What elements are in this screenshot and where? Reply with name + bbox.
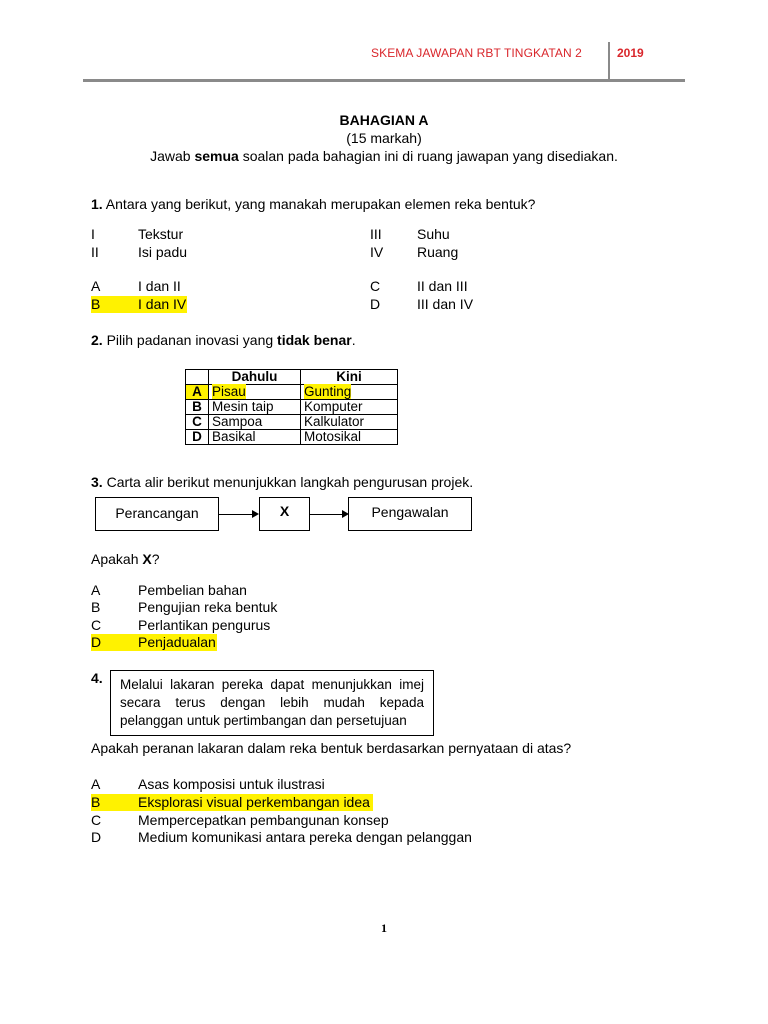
q1-option-key: D (370, 296, 381, 312)
q3-text: Carta alir berikut menunjukkan langkah pengurusan projek. (102, 474, 474, 490)
q3-option-label: Penjadualan (138, 634, 216, 650)
q3-stem (91, 474, 473, 490)
q1-item-label: Ruang (417, 244, 459, 260)
q1-item-roman: IV (370, 244, 384, 260)
q1-item-roman: I (91, 226, 95, 242)
q3-option-label: Perlantikan pengurus (138, 617, 271, 633)
table-cell-kini: Motosikal (301, 430, 398, 445)
section-title: BAHAGIAN A (339, 112, 429, 128)
table-row (186, 430, 398, 445)
instruction-pre: Jawab (150, 148, 195, 164)
q1-option-label: II dan III (417, 278, 468, 294)
q4-option-key: C (91, 812, 102, 828)
q3-question (91, 551, 160, 567)
table-row (186, 385, 398, 400)
table-header-key (186, 370, 209, 385)
q1-option-key: A (91, 278, 101, 294)
q3-option-label: Pengujian reka bentuk (138, 599, 278, 615)
q4-statement-box: Melalui lakaran pereka dapat menunjukkan imej secara terus dengan lebih mudah kepada pelanggan untuk pertimbangan dan persetujuan (110, 670, 434, 736)
table-cell-kini: Gunting (304, 384, 352, 399)
table-cell-key: C (186, 415, 209, 430)
page-number: 1 (381, 921, 387, 935)
table-cell-dahulu: Sampoa (209, 415, 301, 430)
table-row (186, 400, 398, 415)
q3-question-pre: Apakah (91, 551, 143, 567)
q3-question-bold: X (142, 551, 152, 567)
q2-text-bold: tidak benar (277, 332, 352, 348)
table-cell-dahulu: Mesin taip (209, 400, 301, 415)
q3-question-post: ? (151, 551, 160, 567)
table-cell-key: D (186, 430, 209, 445)
table-cell-kini: Kalkulator (301, 415, 398, 430)
q2-number: 2. (91, 332, 103, 348)
q4-option-key: B (91, 794, 101, 810)
header-divider-vertical (608, 42, 610, 80)
q3-option-key: D (91, 634, 102, 650)
q1-item-label: Isi padu (138, 244, 188, 260)
flow-box-perancangan: Perancangan (95, 497, 219, 531)
q2-stem (91, 332, 356, 348)
q1-number: 1. (91, 196, 103, 212)
q3-option-key: B (91, 599, 101, 615)
q1-option-key: C (370, 278, 381, 294)
table-cell-dahulu: Basikal (209, 430, 301, 445)
q1-item-label: Suhu (417, 226, 450, 242)
q4-option-label: Eksplorasi visual perkembangan idea (138, 794, 370, 810)
header-title: SKEMA JAWAPAN RBT TINGKATAN 2 (371, 46, 582, 60)
q1-item-label: Tekstur (138, 226, 184, 242)
table-header-row (186, 370, 398, 385)
table-cell-key: A (186, 385, 209, 400)
flow-arrow-line (310, 514, 343, 515)
q4-option-key: A (91, 776, 101, 792)
table-row (186, 415, 398, 430)
section-instruction (0, 148, 768, 164)
q3-option-key: C (91, 617, 102, 633)
q1-option-label: III dan IV (417, 296, 474, 312)
table-cell-kini: Komputer (301, 400, 398, 415)
flow-arrow-line (219, 514, 252, 515)
q2-text-pre: Pilih padanan inovasi yang (102, 332, 278, 348)
flow-box-pengawalan: Pengawalan (348, 497, 472, 531)
q3-number: 3. (91, 474, 103, 490)
q2-text-post: . (351, 332, 356, 348)
q3-option-label: Pembelian bahan (138, 582, 247, 598)
q4-option-label: Mempercepatkan pembangunan konsep (138, 812, 389, 828)
header-year: 2019 (617, 46, 644, 60)
table-cell-dahulu: Pisau (212, 384, 246, 399)
table-header-kini: Kini (301, 370, 398, 385)
q1-item-roman: II (91, 244, 99, 260)
q4-option-key: D (91, 829, 102, 845)
table-header-dahulu: Dahulu (209, 370, 301, 385)
q4-question: Apakah peranan lakaran dalam reka bentuk berdasarkan pernyataan di atas? (91, 740, 572, 756)
q1-option-label: I dan IV (138, 296, 187, 312)
innovation-table (185, 369, 398, 445)
instruction-bold: semua (194, 148, 239, 164)
q4-option-label: Asas komposisi untuk ilustrasi (138, 776, 325, 792)
header-divider-horizontal (83, 79, 685, 82)
q4-number: 4. (91, 670, 103, 686)
q3-option-key: A (91, 582, 101, 598)
q1-item-roman: III (370, 226, 382, 242)
q1-text: Antara yang berikut, yang manakah merupakan elemen reka bentuk? (102, 196, 536, 212)
flow-arrow-head (252, 510, 259, 518)
q1-stem (91, 196, 535, 212)
section-marks: (15 markah) (346, 130, 422, 146)
table-cell-key: B (186, 400, 209, 415)
q4-option-label: Medium komunikasi antara pereka dengan pelanggan (138, 829, 472, 845)
instruction-post: soalan pada bahagian ini di ruang jawapan yang disediakan. (238, 148, 618, 164)
flow-box-x: X (259, 497, 310, 531)
q1-option-label: I dan II (138, 278, 181, 294)
q1-option-key: B (91, 296, 101, 312)
